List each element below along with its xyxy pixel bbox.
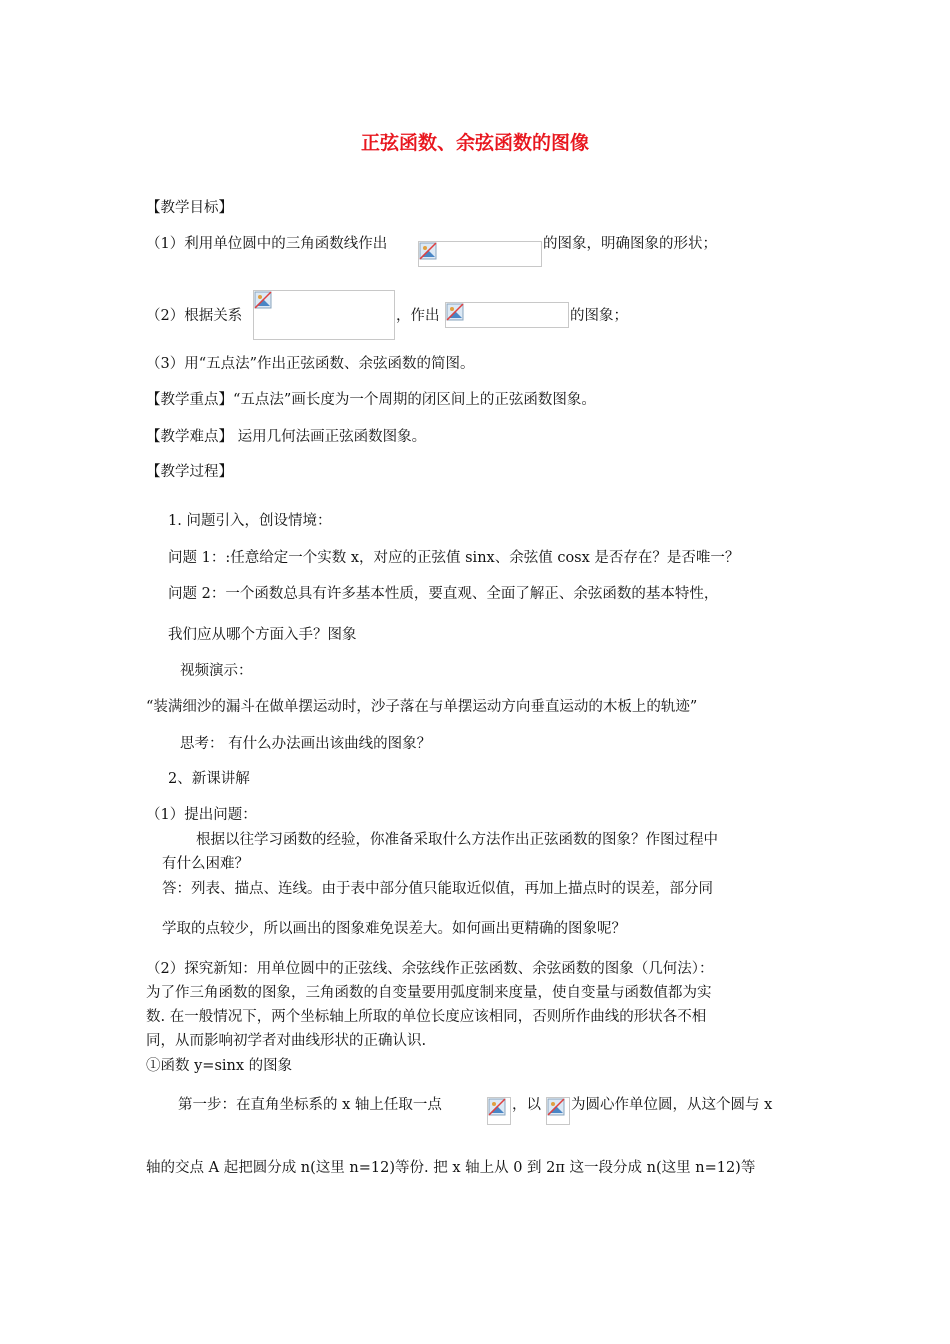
broken-image-icon <box>547 1098 565 1116</box>
objectives-header: 【教学目标】 <box>146 200 233 216</box>
question-2: 问题 2：一个函数总具有许多基本性质，要直观、全面了解正、余弦函数的基本特性， <box>168 586 719 602</box>
broken-image-icon <box>446 303 464 321</box>
broken-image-icon <box>419 242 437 260</box>
objective-2-text: （2）根据关系 <box>146 308 243 324</box>
key-point: 【教学重点】“五点法”画长度为一个周期的闭区间上的正弦函数图象。 <box>146 392 596 408</box>
paragraph-line: 有什么困难？ <box>162 856 249 872</box>
formula-image <box>546 1097 570 1125</box>
objective-1-tail: 的图象，明确图象的形状； <box>543 236 717 252</box>
section-2-heading: 2、新课讲解 <box>168 771 250 787</box>
formula-image <box>487 1097 511 1125</box>
think-prompt: 思考： 有什么办法画出该曲线的图象？ <box>180 736 432 752</box>
step-1-cont: 轴的交点 A 起把圆分成 n(这里 n=12)等份. 把 x 轴上从 0 到 2π 这一段分成 n(这里 n=12)等 <box>146 1160 756 1176</box>
answer-line: 学取的点较少，所以画出的图象难免误差大。如何画出更精确的图象呢？ <box>162 921 626 937</box>
objective-1-text: （1）利用单位圆中的三角函数线作出 <box>146 236 388 252</box>
formula-image <box>418 241 542 267</box>
broken-image-icon <box>254 291 272 309</box>
sinx-heading: ①函数 y=sinx 的图象 <box>146 1058 293 1074</box>
question-2-cont: 我们应从哪个方面入手？图象 <box>168 627 357 643</box>
difficulty: 【教学难点】 运用几何法画正弦函数图象。 <box>146 429 427 445</box>
formula-image <box>445 302 569 328</box>
objective-2-mid: ，作出 <box>396 308 440 324</box>
video-label: 视频演示： <box>180 663 253 679</box>
objective-2-tail: 的图象； <box>570 308 628 324</box>
subsection-1: （1）提出问题： <box>146 807 257 823</box>
broken-image-icon <box>488 1098 506 1116</box>
formula-image <box>253 290 395 340</box>
paragraph-line: 数. 在一般情况下，两个坐标轴上所取的单位长度应该相同，否则所作曲线的形状各不相 <box>146 1009 707 1025</box>
section-1-heading: 1. 问题引入，创设情境： <box>168 513 332 529</box>
process-header: 【教学过程】 <box>146 464 233 480</box>
objective-3-text: （3）用“五点法”作出正弦函数、余弦函数的简图。 <box>146 356 475 372</box>
step-1-tail: 为圆心作单位圆，从这个圆与 x <box>571 1097 773 1113</box>
subsection-2: （2）探究新知：用单位圆中的正弦线、余弦线作正弦函数、余弦函数的图象（几何法）： <box>146 961 714 977</box>
video-quote: “装满细沙的漏斗在做单摆运动时，沙子落在与单摆运动方向垂直运动的木板上的轨迹” <box>146 699 698 715</box>
paragraph-line: 为了作三角函数的图象，三角函数的自变量要用弧度制来度量，使自变量与函数值都为实 <box>146 985 712 1001</box>
question-1: 问题 1：:任意给定一个实数 x，对应的正弦值 sinx、余弦值 cosx 是否存在？是否唯一？ <box>168 550 740 566</box>
answer-line: 答：列表、描点、连线。由于表中部分值只能取近似值，再加上描点时的误差，部分同 <box>162 881 713 897</box>
step-1-text: 第一步：在直角坐标系的 x 轴上任取一点 <box>178 1097 442 1113</box>
paragraph-line: 同，从而影响初学者对曲线形状的正确认识. <box>146 1033 427 1049</box>
paragraph-line: 根据以往学习函数的经验，你准备采取什么方法作出正弦函数的图象？作图过程中 <box>196 832 718 848</box>
page-title: 正弦函数、余弦函数的图像 <box>360 132 589 154</box>
step-1-mid: ，以 <box>512 1097 541 1113</box>
